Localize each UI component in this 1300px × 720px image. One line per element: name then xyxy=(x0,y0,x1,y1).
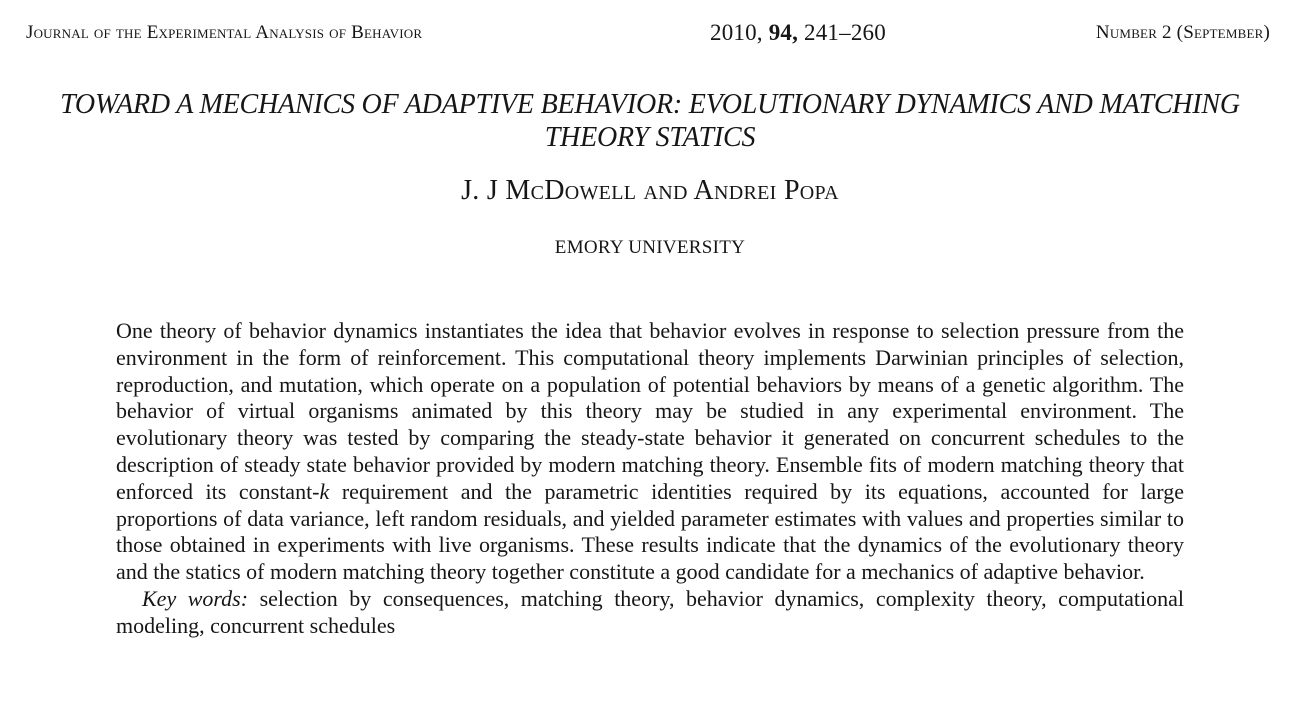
abstract-text-part1: One theory of behavior dynamics instantiates the idea that behavior evolves in response to selection pressure from the environment in the form of reinforcement. This computational theory implements Darwinian principles of selection, reproduction, and mutation, which operate on a population of potential behaviors by means of a genetic algorithm. The behavior of virtual organisms animated by this theory may be studied in any experimental environment. The evolutionary theory was tested by comparing the steady-state behavior it generated on concurrent schedules to the description of steady state behavior provided by modern matching theory. Ensemble fits of modern matching theory that enforced its constant- xyxy=(116,318,1184,504)
page-range: 241–260 xyxy=(804,20,886,45)
abstract-text-part2: requirement and the parametric identities required by its equations, accounted for large proportions of data variance, left random residuals, and yielded parameter estimates with values and properties similar to those obtained in experiments with live organisms. These results indicate that the dynamics of the evolutionary theory and the statics of modern matching theory together constitute a good candidate for a mechanics of adaptive behavior. xyxy=(116,478,1184,585)
journal-name: Journal of the Experimental Analysis of Behavior xyxy=(26,22,423,43)
affiliation: EMORY UNIVERSITY xyxy=(554,237,746,258)
keywords xyxy=(116,586,1184,640)
citation xyxy=(710,20,886,46)
keywords-label: Key words: xyxy=(142,585,249,611)
author-line: J. J McDowell and Andrei Popa xyxy=(461,175,839,206)
issue-number: Number 2 (September) xyxy=(1095,22,1270,43)
running-header xyxy=(26,20,1270,50)
constant-k-symbol: k xyxy=(319,478,330,504)
abstract-paragraph xyxy=(116,318,1184,586)
abstract xyxy=(116,318,1184,640)
year: 2010, xyxy=(710,20,763,45)
keywords-text: selection by consequences, matching theory, behavior dynamics, complexity theory, computational modeling, concurrent schedules xyxy=(116,585,1185,638)
article-title: TOWARD A MECHANICS OF ADAPTIVE BEHAVIOR: EVOLUTIONARY DYNAMICS AND MATCHING THEORY STATICS xyxy=(60,89,1240,153)
volume: 94, xyxy=(768,20,799,45)
